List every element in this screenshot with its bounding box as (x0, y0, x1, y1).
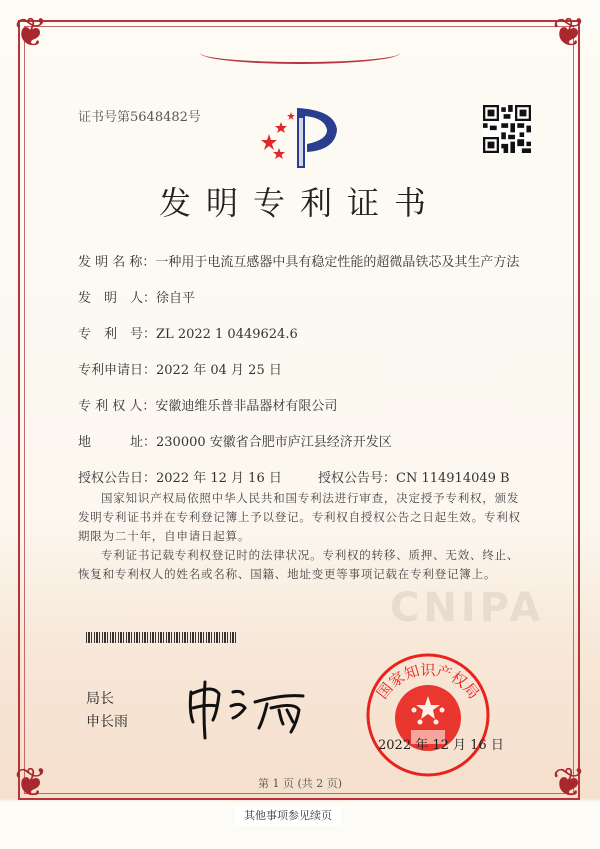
field-inventor (78, 287, 195, 306)
certificate-number: 证书号第5648482号 (78, 110, 201, 125)
top-ornament (200, 42, 400, 64)
field-patent-number (78, 323, 298, 342)
continuation-note: 其他事项参见续页 (235, 806, 341, 826)
document-title: 发明专利证书 (158, 184, 441, 222)
seal-text: 国家知识产权局 (373, 660, 483, 703)
director-title: 局长 (86, 691, 114, 707)
field-patentee (78, 395, 337, 414)
field-label: 授权公告号： (318, 471, 397, 486)
corner-ornament: ❦ (14, 760, 48, 806)
barcode (86, 632, 238, 643)
corner-ornament: ❦ (14, 10, 48, 56)
field-invention-name (78, 251, 519, 270)
field-label: 地 址： (78, 435, 157, 450)
statement-paragraph: 国家知识产权局依照中华人民共和国专利法进行审查，决定授予专利权，颁发发明专利证书并在专利登记簿上予以登记。专利权自授权公告之日起生效。专利权期限为二十年，自申请日起算。 (78, 491, 521, 543)
corner-ornament: ❦ (552, 10, 586, 56)
field-value: 安徽迪维乐普非晶器材有限公司 (155, 399, 338, 414)
qr-code (483, 105, 531, 153)
field-filing-date (78, 359, 282, 378)
official-seal (365, 652, 491, 778)
corner-ornament: ❦ (552, 760, 586, 806)
page-number: 第 1 页 (共 2 页) (257, 777, 343, 790)
field-address (78, 431, 392, 450)
field-value: 2022 年 04 月 25 日 (156, 363, 282, 378)
field-label: 专 利 号： (78, 327, 157, 342)
field-value: 一种用于电流互感器中具有稳定性能的超微晶铁芯及其生产方法 (155, 255, 520, 270)
watermark: CNIPA (390, 585, 545, 631)
field-label: 专利申请日： (78, 363, 157, 378)
field-label: 发 明 名 称： (78, 255, 156, 270)
field-label: 发 明 人： (78, 291, 157, 306)
field-value: 徐自平 (156, 291, 196, 306)
director-signature (183, 672, 313, 742)
field-label: 专 利 权 人： (78, 399, 156, 414)
field-value: ZL 2022 1 0449624.6 (156, 327, 298, 342)
field-grant-date (78, 467, 282, 486)
field-value: 230000 安徽省合肥市庐江县经济开发区 (156, 435, 392, 450)
seal-date: 2022 年 12 月 16 日 (378, 738, 504, 753)
field-label: 授权公告日： (78, 471, 157, 486)
field-value: CN 114914049 B (396, 471, 510, 486)
cnipa-logo (255, 100, 345, 170)
field-publication-number (318, 467, 510, 486)
director-name: 申长雨 (86, 714, 128, 730)
field-value: 2022 年 12 月 16 日 (156, 471, 282, 486)
statement-paragraph: 专利证书记载专利权登记时的法律状况。专利权的转移、质押、无效、终止、恢复和专利权人的姓名或名称、国籍、地址变更等事项记载在专利登记簿上。 (78, 548, 520, 581)
